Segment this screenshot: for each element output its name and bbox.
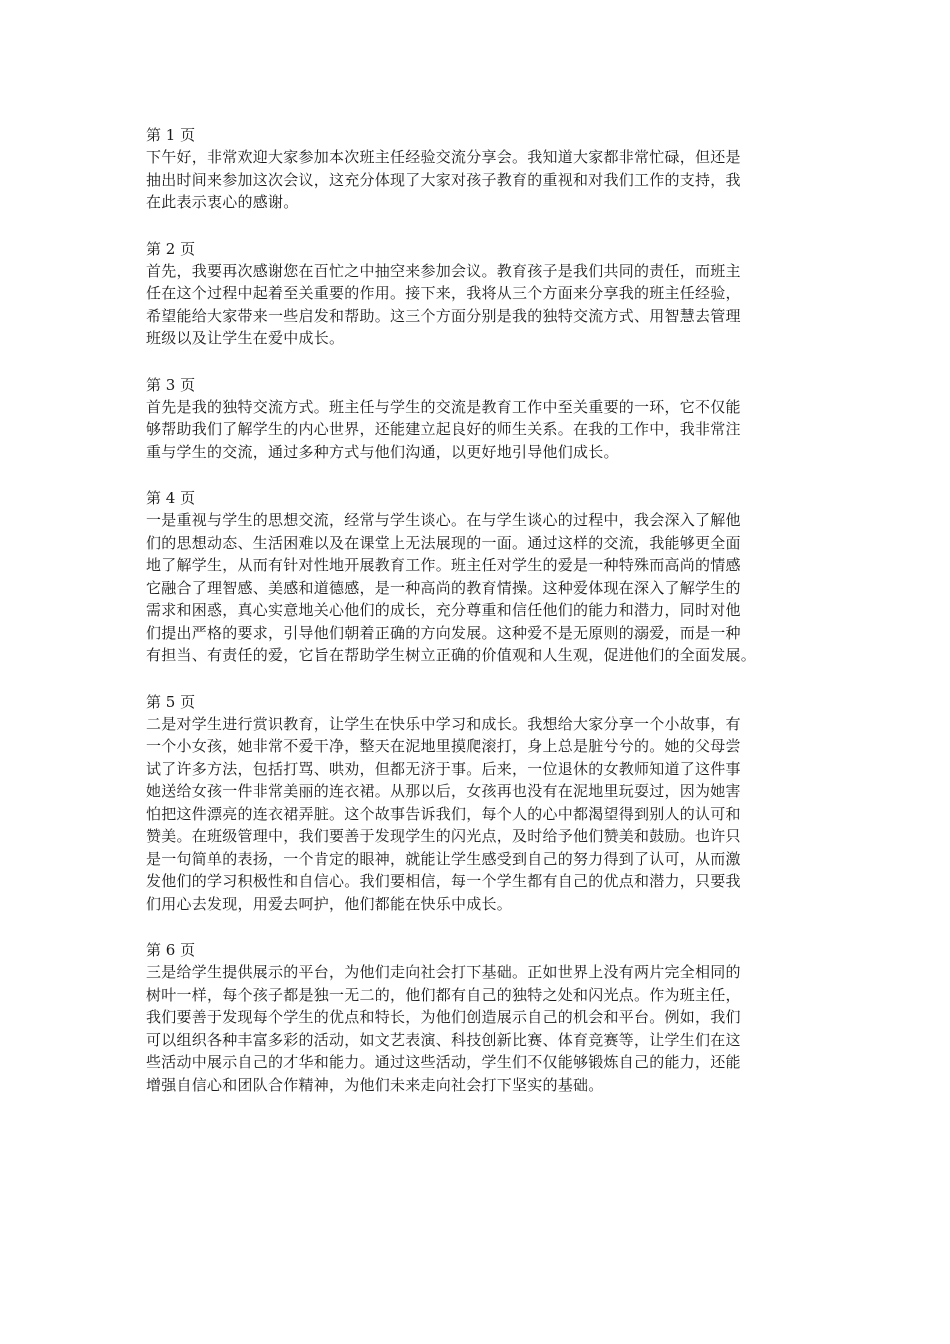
page-section-6 — [146, 939, 806, 1096]
paragraph-line: 些活动中展示自己的才华和能力。通过这些活动，学生们不仅能够锻炼自己的能力，还能 — [146, 1053, 741, 1071]
paragraph-line: 它融合了理智感、美感和道德感，是一种高尚的教育情操。这种爱体现在深入了解学生的 — [146, 578, 741, 597]
page-section-3 — [146, 374, 806, 464]
paragraph-line: 三是给学生提供展示的平台，为他们走向社会打下基础。正如世界上没有两片完全相同的 — [146, 963, 741, 981]
paragraph-line: 们提出严格的要求，引导他们朝着正确的方向发展。这种爱不是无原则的溺爱，而是一种 — [146, 623, 741, 642]
paragraph-line: 增强自信心和团队合作精神，为他们未来走向社会打下坚实的基础。 — [146, 1075, 604, 1094]
paragraph-line: 有担当、有责任的爱，它旨在帮助学生树立正确的价值观和人生观，促进他们的全面发展。 — [146, 646, 757, 664]
document-page — [146, 124, 806, 1120]
paragraph-line: 重与学生的交流，通过多种方式与他们沟通，以更好地引导他们成长。 — [146, 442, 619, 461]
page-number-label: 第 4 页 — [146, 489, 196, 507]
paragraph-line: 们用心去发现，用爱去呵护，他们都能在快乐中成长。 — [146, 894, 513, 913]
page-number-label: 第 6 页 — [146, 941, 196, 959]
paragraph-line: 试了许多方法，包括打骂、哄劝，但都无济于事。后来，一位退休的女教师知道了这件事 — [146, 759, 741, 778]
paragraph-line: 在此表示衷心的感谢。 — [146, 193, 299, 211]
paragraph-line: 首先是我的独特交流方式。班主任与学生的交流是教育工作中至关重要的一环，它不仅能 — [146, 397, 741, 416]
page-number-label: 第 5 页 — [146, 692, 196, 711]
paragraph-line: 任在这个过程中起着至关重要的作用。接下来，我将从三个方面来分享我的班主任经验， — [146, 284, 741, 302]
page-number-label: 第 2 页 — [146, 239, 196, 258]
paragraph-line: 可以组织各种丰富多彩的活动，如文艺表演、科技创新比赛、体育竞赛等，让学生们在这 — [146, 1030, 741, 1049]
paragraph-line: 班级以及让学生在爱中成长。 — [146, 329, 345, 347]
paragraph-line: 赞美。在班级管理中，我们要善于发现学生的闪光点，及时给予他们赞美和鼓励。也许只 — [146, 827, 741, 845]
paragraph-line: 我们要善于发现每个学生的优点和特长，为他们创造展示自己的机会和平台。例如，我们 — [146, 1008, 741, 1026]
paragraph-line: 树叶一样，每个孩子都是独一无二的，他们都有自己的独特之处和闪光点。作为班主任， — [146, 985, 741, 1004]
paragraph-line: 抽出时间来参加这次会议，这充分体现了大家对孩子教育的重视和对我们工作的支持，我 — [146, 170, 741, 189]
page-section-2 — [146, 238, 806, 350]
page-section-1 — [146, 124, 806, 214]
page-section-5 — [146, 691, 806, 916]
paragraph-line: 够帮助我们了解学生的内心世界，还能建立起良好的师生关系。在我的工作中，我非常注 — [146, 420, 741, 438]
paragraph-line: 希望能给大家带来一些启发和帮助。这三个方面分别是我的独特交流方式、用智慧去管理 — [146, 306, 741, 325]
page-section-4 — [146, 487, 806, 667]
paragraph-line: 一是重视与学生的思想交流，经常与学生谈心。在与学生谈心的过程中，我会深入了解他 — [146, 511, 741, 529]
paragraph-line: 首先，我要再次感谢您在百忙之中抽空来参加会议。教育孩子是我们共同的责任，而班主 — [146, 261, 741, 280]
paragraph-line: 需求和困惑，真心实意地关心他们的成长，充分尊重和信任他们的能力和潜力，同时对他 — [146, 601, 741, 619]
paragraph-line: 发他们的学习积极性和自信心。我们要相信，每一个学生都有自己的优点和潜力，只要我 — [146, 872, 741, 890]
paragraph-line: 怕把这件漂亮的连衣裙弄脏。这个故事告诉我们，每个人的心中都渴望得到别人的认可和 — [146, 804, 741, 823]
page-number-label: 第 1 页 — [146, 126, 196, 144]
paragraph-line: 下午好，非常欢迎大家参加本次班主任经验交流分享会。我知道大家都非常忙碌，但还是 — [146, 148, 741, 166]
paragraph-line: 们的思想动态、生活困难以及在课堂上无法展现的一面。通过这样的交流，我能够更全面 — [146, 533, 741, 552]
page-number-label: 第 3 页 — [146, 375, 196, 394]
paragraph-line: 一个小女孩，她非常不爱干净，整天在泥地里摸爬滚打，身上总是脏兮兮的。她的父母尝 — [146, 737, 741, 755]
paragraph-line: 地了解学生，从而有针对性地开展教育工作。班主任对学生的爱是一种特殊而高尚的情感 — [146, 556, 741, 574]
paragraph-line: 二是对学生进行赏识教育，让学生在快乐中学习和成长。我想给大家分享一个小故事，有 — [146, 714, 741, 733]
paragraph-line: 是一句简单的表扬，一个肯定的眼神，就能让学生感受到自己的努力得到了认可，从而激 — [146, 849, 741, 868]
paragraph-line: 她送给女孩一件非常美丽的连衣裙。从那以后，女孩再也没有在泥地里玩耍过，因为她害 — [146, 782, 741, 800]
